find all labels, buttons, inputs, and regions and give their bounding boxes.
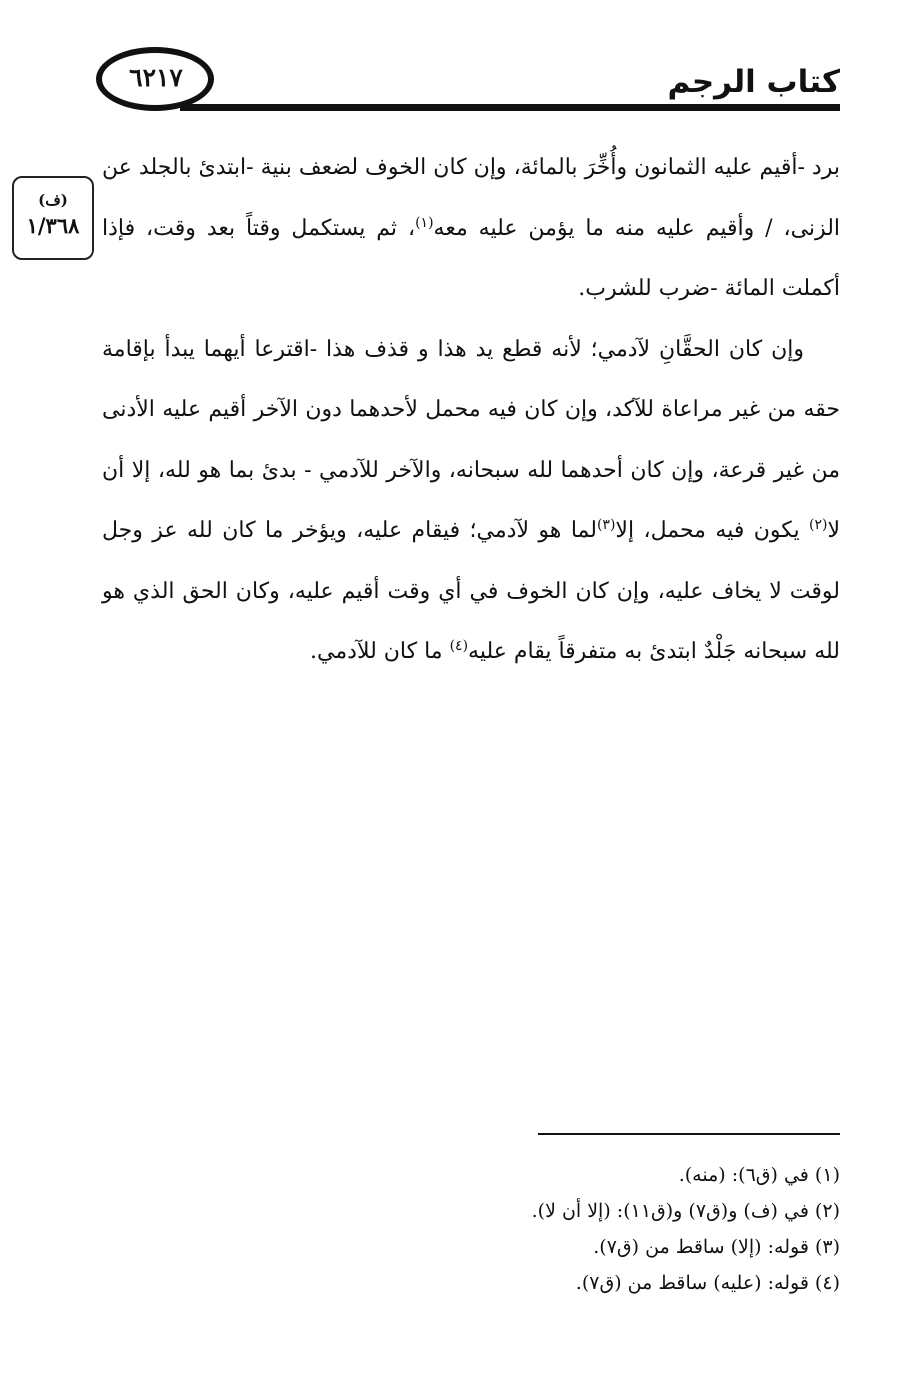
footnote-4: (٤) قوله: (عليه) ساقط من (ق٧).: [575, 1272, 840, 1294]
footnote-3: (٣) قوله: (إلا) ساقط من (ق٧).: [593, 1236, 840, 1258]
footnote-separator: [538, 1133, 840, 1135]
paragraph-2-text-a: وإن كان الحقَّانِ لآدمي؛ لأنه قطع يد هذا و قذف هذا -اقترعا أيهما يبدأ بإقامة حقه من غير مراعاة للآكد، وإن كان فيه محمل لأحدهما دون الآخر أقيم عليه الأدنى من غير قرعة، وإن كان أحدهما لله سبحانه، والآخر للآدمي - بدئ بما هو لله، إلا أن لا: [102, 336, 841, 543]
paragraph-2-text-d: ما كان للآدمي.: [310, 639, 450, 664]
header-rule: [180, 104, 840, 111]
paragraph-2-text-b: يكون فيه محمل، إلا: [615, 518, 809, 543]
footnote-ref-2: (٢): [809, 517, 828, 533]
footnote-2: (٢) في (ف) و(ق٧) و(ق١١): (إلا أن لا).: [531, 1200, 840, 1222]
footnote-1: (١) في (ق٦): (منه).: [678, 1164, 840, 1186]
footnotes: [140, 1157, 840, 1301]
body-text: [102, 138, 840, 683]
page-number: ٦٢١٧: [129, 63, 183, 92]
manuscript-folio-note: [12, 176, 94, 260]
paragraph-2: [102, 320, 840, 683]
footnote-ref-3: (٣): [596, 517, 616, 533]
book-title: كتاب الرجم: [667, 64, 840, 100]
manuscript-folio: ١/٣٦٨: [26, 213, 80, 238]
manuscript-code: (ف): [38, 191, 68, 209]
paragraph-2-text-c: لما هو لآدمي؛ فيقام عليه، ويؤخر ما كان لله عز وجل لوقت لا يخاف عليه، وإن كان الخوف في أي وقت أقيم عليه، وكان الحق الذي هو لله سبحانه جَلْدٌ ابتدئ به متفرقاً يقام عليه: [102, 518, 840, 664]
footnote-ref-1: (١): [415, 214, 434, 231]
paragraph-1: [102, 138, 840, 320]
paragraph-1-text-b: ، ثم يستكمل وقتاً بعد وقت، فإذا أكملت المائة -ضرب للشرب.: [102, 215, 840, 301]
footnote-ref-4: (٤): [449, 638, 469, 654]
paragraph-1-text-a: برد -أقيم عليه الثمانون وأُخِّرَ بالمائة، وإن كان الخوف لضعف بنية -ابتدئ بالجلد عن الزنى، / وأقيم عليه منه ما يؤمن عليه معه: [102, 155, 841, 241]
